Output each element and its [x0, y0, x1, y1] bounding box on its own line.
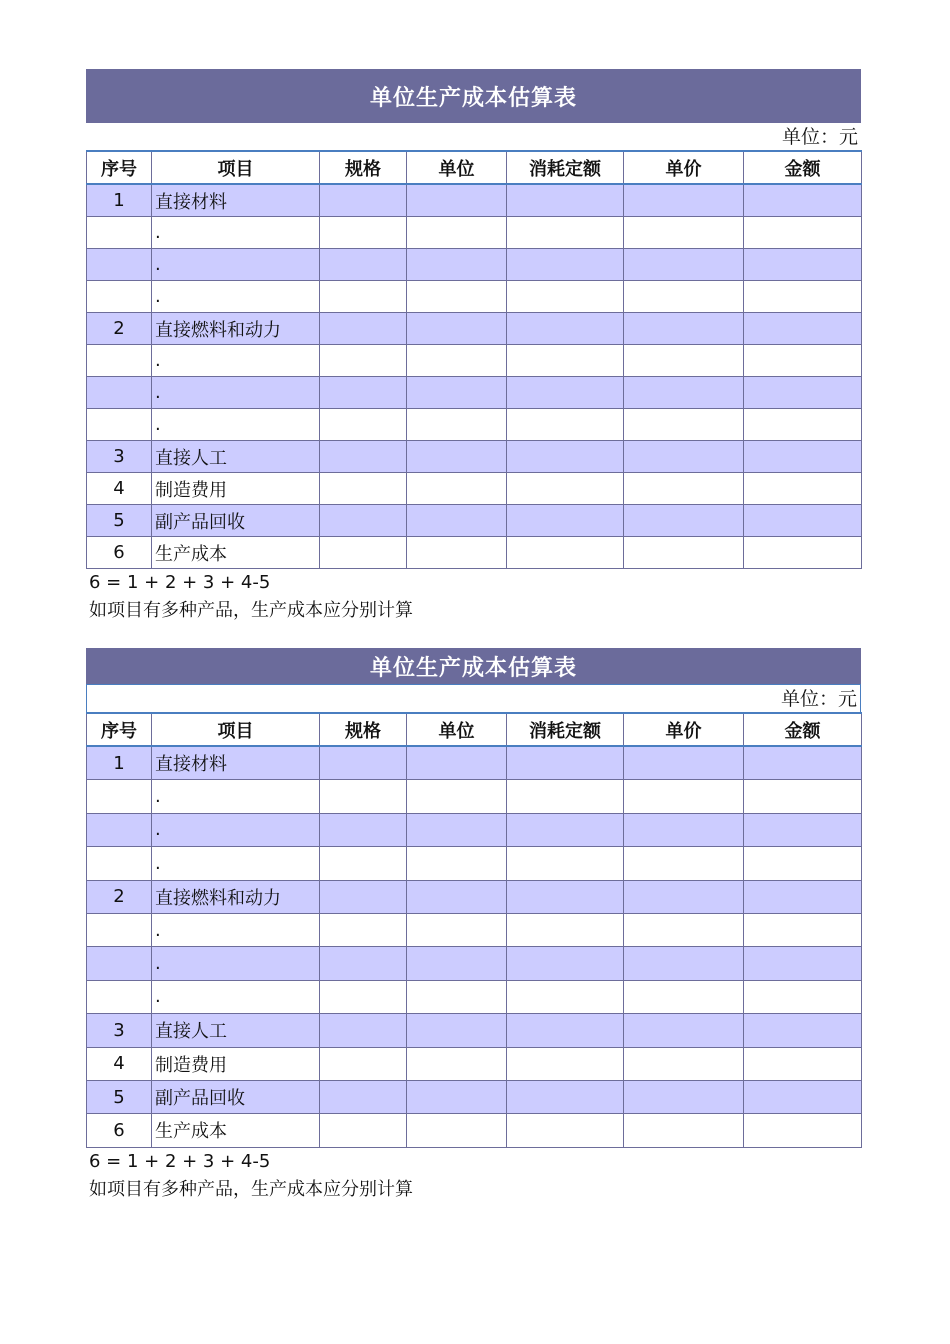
cell-unit[interactable] — [407, 980, 507, 1013]
cell-spec[interactable] — [320, 441, 407, 473]
cell-spec[interactable] — [320, 947, 407, 980]
column-header-consumption-quota: 消耗定额 — [507, 713, 624, 746]
cell-quota[interactable] — [507, 537, 624, 569]
cell-spec[interactable] — [320, 1080, 407, 1113]
cell-unit[interactable] — [407, 880, 507, 913]
cell-quota[interactable] — [507, 473, 624, 505]
column-header-seq: 序号 — [87, 151, 152, 184]
cell-item[interactable]: . — [152, 249, 320, 281]
cell-spec[interactable] — [320, 313, 407, 345]
cell-quota[interactable] — [507, 345, 624, 377]
cell-amount[interactable] — [744, 1080, 862, 1113]
cell-price[interactable] — [624, 249, 744, 281]
cell-spec[interactable] — [320, 409, 407, 441]
table-row — [87, 913, 862, 946]
cell-unit[interactable] — [407, 1114, 507, 1147]
cell-seq[interactable]: 5 — [87, 505, 152, 537]
cell-price[interactable] — [624, 780, 744, 813]
cell-spec[interactable] — [320, 1014, 407, 1047]
cell-price[interactable] — [624, 746, 744, 780]
cell-seq[interactable] — [87, 780, 152, 813]
cell-seq[interactable] — [87, 377, 152, 409]
cell-item[interactable]: . — [152, 847, 320, 880]
cell-price[interactable] — [624, 505, 744, 537]
cell-unit[interactable] — [407, 345, 507, 377]
cell-quota[interactable] — [507, 1047, 624, 1080]
cell-spec[interactable] — [320, 813, 407, 846]
cell-price[interactable] — [624, 184, 744, 217]
cell-amount[interactable] — [744, 249, 862, 281]
cell-item[interactable]: 制造费用 — [152, 473, 320, 505]
cell-item[interactable]: 直接材料 — [152, 746, 320, 780]
cell-spec[interactable] — [320, 217, 407, 249]
cell-quota[interactable] — [507, 409, 624, 441]
cell-spec[interactable] — [320, 847, 407, 880]
column-header-seq: 序号 — [87, 713, 152, 746]
cell-spec[interactable] — [320, 377, 407, 409]
cell-quota[interactable] — [507, 441, 624, 473]
cell-amount[interactable] — [744, 313, 862, 345]
cell-unit[interactable] — [407, 184, 507, 217]
cell-unit[interactable] — [407, 847, 507, 880]
cell-quota[interactable] — [507, 377, 624, 409]
cell-item[interactable]: . — [152, 217, 320, 249]
cell-seq[interactable] — [87, 847, 152, 880]
cell-item[interactable]: 直接燃料和动力 — [152, 880, 320, 913]
cell-item[interactable]: 副产品回收 — [152, 1080, 320, 1113]
table-row — [87, 505, 862, 537]
formula-note: 6 = 1 + 2 + 3 + 4-5 — [89, 572, 271, 593]
cell-item[interactable]: 生产成本 — [152, 1114, 320, 1147]
table-row — [87, 345, 862, 377]
cell-price[interactable] — [624, 1114, 744, 1147]
cell-item[interactable]: . — [152, 780, 320, 813]
cell-seq[interactable] — [87, 813, 152, 846]
table-row — [87, 1080, 862, 1113]
cell-price[interactable] — [624, 947, 744, 980]
cell-unit[interactable] — [407, 473, 507, 505]
cell-spec[interactable] — [320, 537, 407, 569]
cell-quota[interactable] — [507, 281, 624, 313]
cell-unit[interactable] — [407, 746, 507, 780]
cell-amount[interactable] — [744, 813, 862, 846]
cell-price[interactable] — [624, 345, 744, 377]
cell-item[interactable]: 副产品回收 — [152, 505, 320, 537]
column-header-spec: 规格 — [320, 151, 407, 184]
formula-note: 6 = 1 + 2 + 3 + 4-5 — [89, 1150, 271, 1172]
cell-seq[interactable]: 3 — [87, 1014, 152, 1047]
cell-price[interactable] — [624, 409, 744, 441]
sheet-title: 单位生产成本估算表 — [86, 648, 861, 684]
column-header-unit-price: 单价 — [624, 713, 744, 746]
cell-unit[interactable] — [407, 249, 507, 281]
column-header-spec: 规格 — [320, 713, 407, 746]
cell-price[interactable] — [624, 880, 744, 913]
table-row — [87, 1014, 862, 1047]
cell-item[interactable]: . — [152, 409, 320, 441]
table-row — [87, 1114, 862, 1147]
cell-amount[interactable] — [744, 1114, 862, 1147]
cell-amount[interactable] — [744, 473, 862, 505]
unit-label: 单位：元 — [781, 126, 858, 148]
cell-quota[interactable] — [507, 947, 624, 980]
column-header-unit: 单位 — [407, 713, 507, 746]
table-header-row — [87, 713, 862, 746]
cell-spec[interactable] — [320, 281, 407, 313]
cell-unit[interactable] — [407, 1047, 507, 1080]
table-row — [87, 1047, 862, 1080]
cell-seq[interactable] — [87, 980, 152, 1013]
cost-sheet-1 — [86, 69, 861, 625]
cell-seq[interactable]: 2 — [87, 880, 152, 913]
table-row — [87, 249, 862, 281]
cell-amount[interactable] — [744, 947, 862, 980]
cell-unit[interactable] — [407, 1014, 507, 1047]
cell-spec[interactable] — [320, 184, 407, 217]
cell-spec[interactable] — [320, 249, 407, 281]
cell-item[interactable]: . — [152, 281, 320, 313]
cell-unit[interactable] — [407, 537, 507, 569]
cell-spec[interactable] — [320, 980, 407, 1013]
cell-quota[interactable] — [507, 1114, 624, 1147]
cell-unit[interactable] — [407, 217, 507, 249]
cell-spec[interactable] — [320, 780, 407, 813]
cell-spec[interactable] — [320, 345, 407, 377]
cell-price[interactable] — [624, 1014, 744, 1047]
cell-seq[interactable]: 2 — [87, 313, 152, 345]
cell-seq[interactable] — [87, 409, 152, 441]
cell-amount[interactable] — [744, 1047, 862, 1080]
column-header-consumption-quota: 消耗定额 — [507, 151, 624, 184]
cell-quota[interactable] — [507, 249, 624, 281]
cell-quota[interactable] — [507, 184, 624, 217]
table-row — [87, 847, 862, 880]
cell-quota[interactable] — [507, 780, 624, 813]
cell-item[interactable]: 直接材料 — [152, 184, 320, 217]
cost-table — [86, 712, 862, 1148]
cell-seq[interactable] — [87, 249, 152, 281]
table-row — [87, 473, 862, 505]
cell-price[interactable] — [624, 847, 744, 880]
table-row — [87, 441, 862, 473]
cell-seq[interactable] — [87, 345, 152, 377]
column-header-amount: 金额 — [744, 713, 862, 746]
cost-table — [86, 150, 862, 569]
column-header-unit-price: 单价 — [624, 151, 744, 184]
column-header-item: 项目 — [152, 713, 320, 746]
cell-unit[interactable] — [407, 913, 507, 946]
cell-amount[interactable] — [744, 746, 862, 780]
cell-unit[interactable] — [407, 281, 507, 313]
cell-seq[interactable] — [87, 217, 152, 249]
cell-unit[interactable] — [407, 780, 507, 813]
cell-price[interactable] — [624, 281, 744, 313]
cell-amount[interactable] — [744, 184, 862, 217]
cost-sheet-2 — [86, 648, 861, 1204]
table-row — [87, 880, 862, 913]
table-row — [87, 980, 862, 1013]
table-row — [87, 377, 862, 409]
cell-price[interactable] — [624, 1080, 744, 1113]
column-header-unit: 单位 — [407, 151, 507, 184]
cell-item[interactable]: 生产成本 — [152, 537, 320, 569]
cell-quota[interactable] — [507, 847, 624, 880]
cell-item[interactable]: . — [152, 813, 320, 846]
cell-seq[interactable]: 6 — [87, 1114, 152, 1147]
cell-unit[interactable] — [407, 441, 507, 473]
cell-unit[interactable] — [407, 813, 507, 846]
cell-unit[interactable] — [407, 947, 507, 980]
cell-spec[interactable] — [320, 880, 407, 913]
cell-amount[interactable] — [744, 880, 862, 913]
table-row — [87, 281, 862, 313]
table-row — [87, 813, 862, 846]
cell-amount[interactable] — [744, 980, 862, 1013]
unit-label: 单位：元 — [86, 684, 861, 712]
remark-note: 如项目有多种产品，生产成本应分别计算 — [89, 1178, 413, 1200]
cell-amount[interactable] — [744, 847, 862, 880]
cell-price[interactable] — [624, 473, 744, 505]
cell-seq[interactable]: 3 — [87, 441, 152, 473]
cell-seq[interactable]: 5 — [87, 1080, 152, 1113]
cell-amount[interactable] — [744, 780, 862, 813]
cell-price[interactable] — [624, 813, 744, 846]
cell-unit[interactable] — [407, 1080, 507, 1113]
cell-amount[interactable] — [744, 217, 862, 249]
cell-quota[interactable] — [507, 980, 624, 1013]
cell-amount[interactable] — [744, 1014, 862, 1047]
cell-price[interactable] — [624, 441, 744, 473]
cell-seq[interactable] — [87, 281, 152, 313]
cell-unit[interactable] — [407, 409, 507, 441]
cell-unit[interactable] — [407, 505, 507, 537]
cell-price[interactable] — [624, 913, 744, 946]
cell-seq[interactable] — [87, 913, 152, 946]
table-row — [87, 184, 862, 217]
cell-price[interactable] — [624, 217, 744, 249]
table-row — [87, 537, 862, 569]
cell-spec[interactable] — [320, 505, 407, 537]
cell-quota[interactable] — [507, 746, 624, 780]
sheet-title: 单位生产成本估算表 — [86, 69, 861, 123]
table-row — [87, 746, 862, 780]
cell-spec[interactable] — [320, 1114, 407, 1147]
cell-amount[interactable] — [744, 441, 862, 473]
cell-seq[interactable]: 1 — [87, 746, 152, 780]
cell-amount[interactable] — [744, 409, 862, 441]
cell-price[interactable] — [624, 313, 744, 345]
cell-spec[interactable] — [320, 1047, 407, 1080]
cell-unit[interactable] — [407, 313, 507, 345]
remark-note: 如项目有多种产品，生产成本应分别计算 — [89, 600, 413, 621]
cell-amount[interactable] — [744, 345, 862, 377]
cell-seq[interactable]: 4 — [87, 473, 152, 505]
cell-amount[interactable] — [744, 281, 862, 313]
table-row — [87, 780, 862, 813]
cell-item[interactable]: . — [152, 345, 320, 377]
table-row — [87, 409, 862, 441]
table-row — [87, 947, 862, 980]
cell-item[interactable]: 直接燃料和动力 — [152, 313, 320, 345]
cell-quota[interactable] — [507, 913, 624, 946]
cell-item[interactable]: 直接人工 — [152, 441, 320, 473]
cell-amount[interactable] — [744, 913, 862, 946]
cell-amount[interactable] — [744, 537, 862, 569]
cell-quota[interactable] — [507, 813, 624, 846]
table-row — [87, 313, 862, 345]
cell-spec[interactable] — [320, 473, 407, 505]
cell-amount[interactable] — [744, 505, 862, 537]
cell-price[interactable] — [624, 377, 744, 409]
cell-seq[interactable]: 1 — [87, 184, 152, 217]
table-header-row — [87, 151, 862, 184]
cell-price[interactable] — [624, 537, 744, 569]
cell-item[interactable]: . — [152, 913, 320, 946]
column-header-item: 项目 — [152, 151, 320, 184]
cell-item[interactable]: 直接人工 — [152, 1014, 320, 1047]
cell-quota[interactable] — [507, 1080, 624, 1113]
cell-spec[interactable] — [320, 913, 407, 946]
cell-quota[interactable] — [507, 880, 624, 913]
cell-seq[interactable]: 4 — [87, 1047, 152, 1080]
cell-item[interactable]: 制造费用 — [152, 1047, 320, 1080]
cell-spec[interactable] — [320, 746, 407, 780]
table-row — [87, 217, 862, 249]
cell-unit[interactable] — [407, 377, 507, 409]
cell-item[interactable]: . — [152, 980, 320, 1013]
cell-quota[interactable] — [507, 1014, 624, 1047]
cell-seq[interactable] — [87, 947, 152, 980]
cell-price[interactable] — [624, 980, 744, 1013]
cell-seq[interactable]: 6 — [87, 537, 152, 569]
cell-item[interactable]: . — [152, 377, 320, 409]
cell-quota[interactable] — [507, 217, 624, 249]
cell-quota[interactable] — [507, 313, 624, 345]
column-header-amount: 金额 — [744, 151, 862, 184]
cell-quota[interactable] — [507, 505, 624, 537]
cell-price[interactable] — [624, 1047, 744, 1080]
cell-amount[interactable] — [744, 377, 862, 409]
cell-item[interactable]: . — [152, 947, 320, 980]
